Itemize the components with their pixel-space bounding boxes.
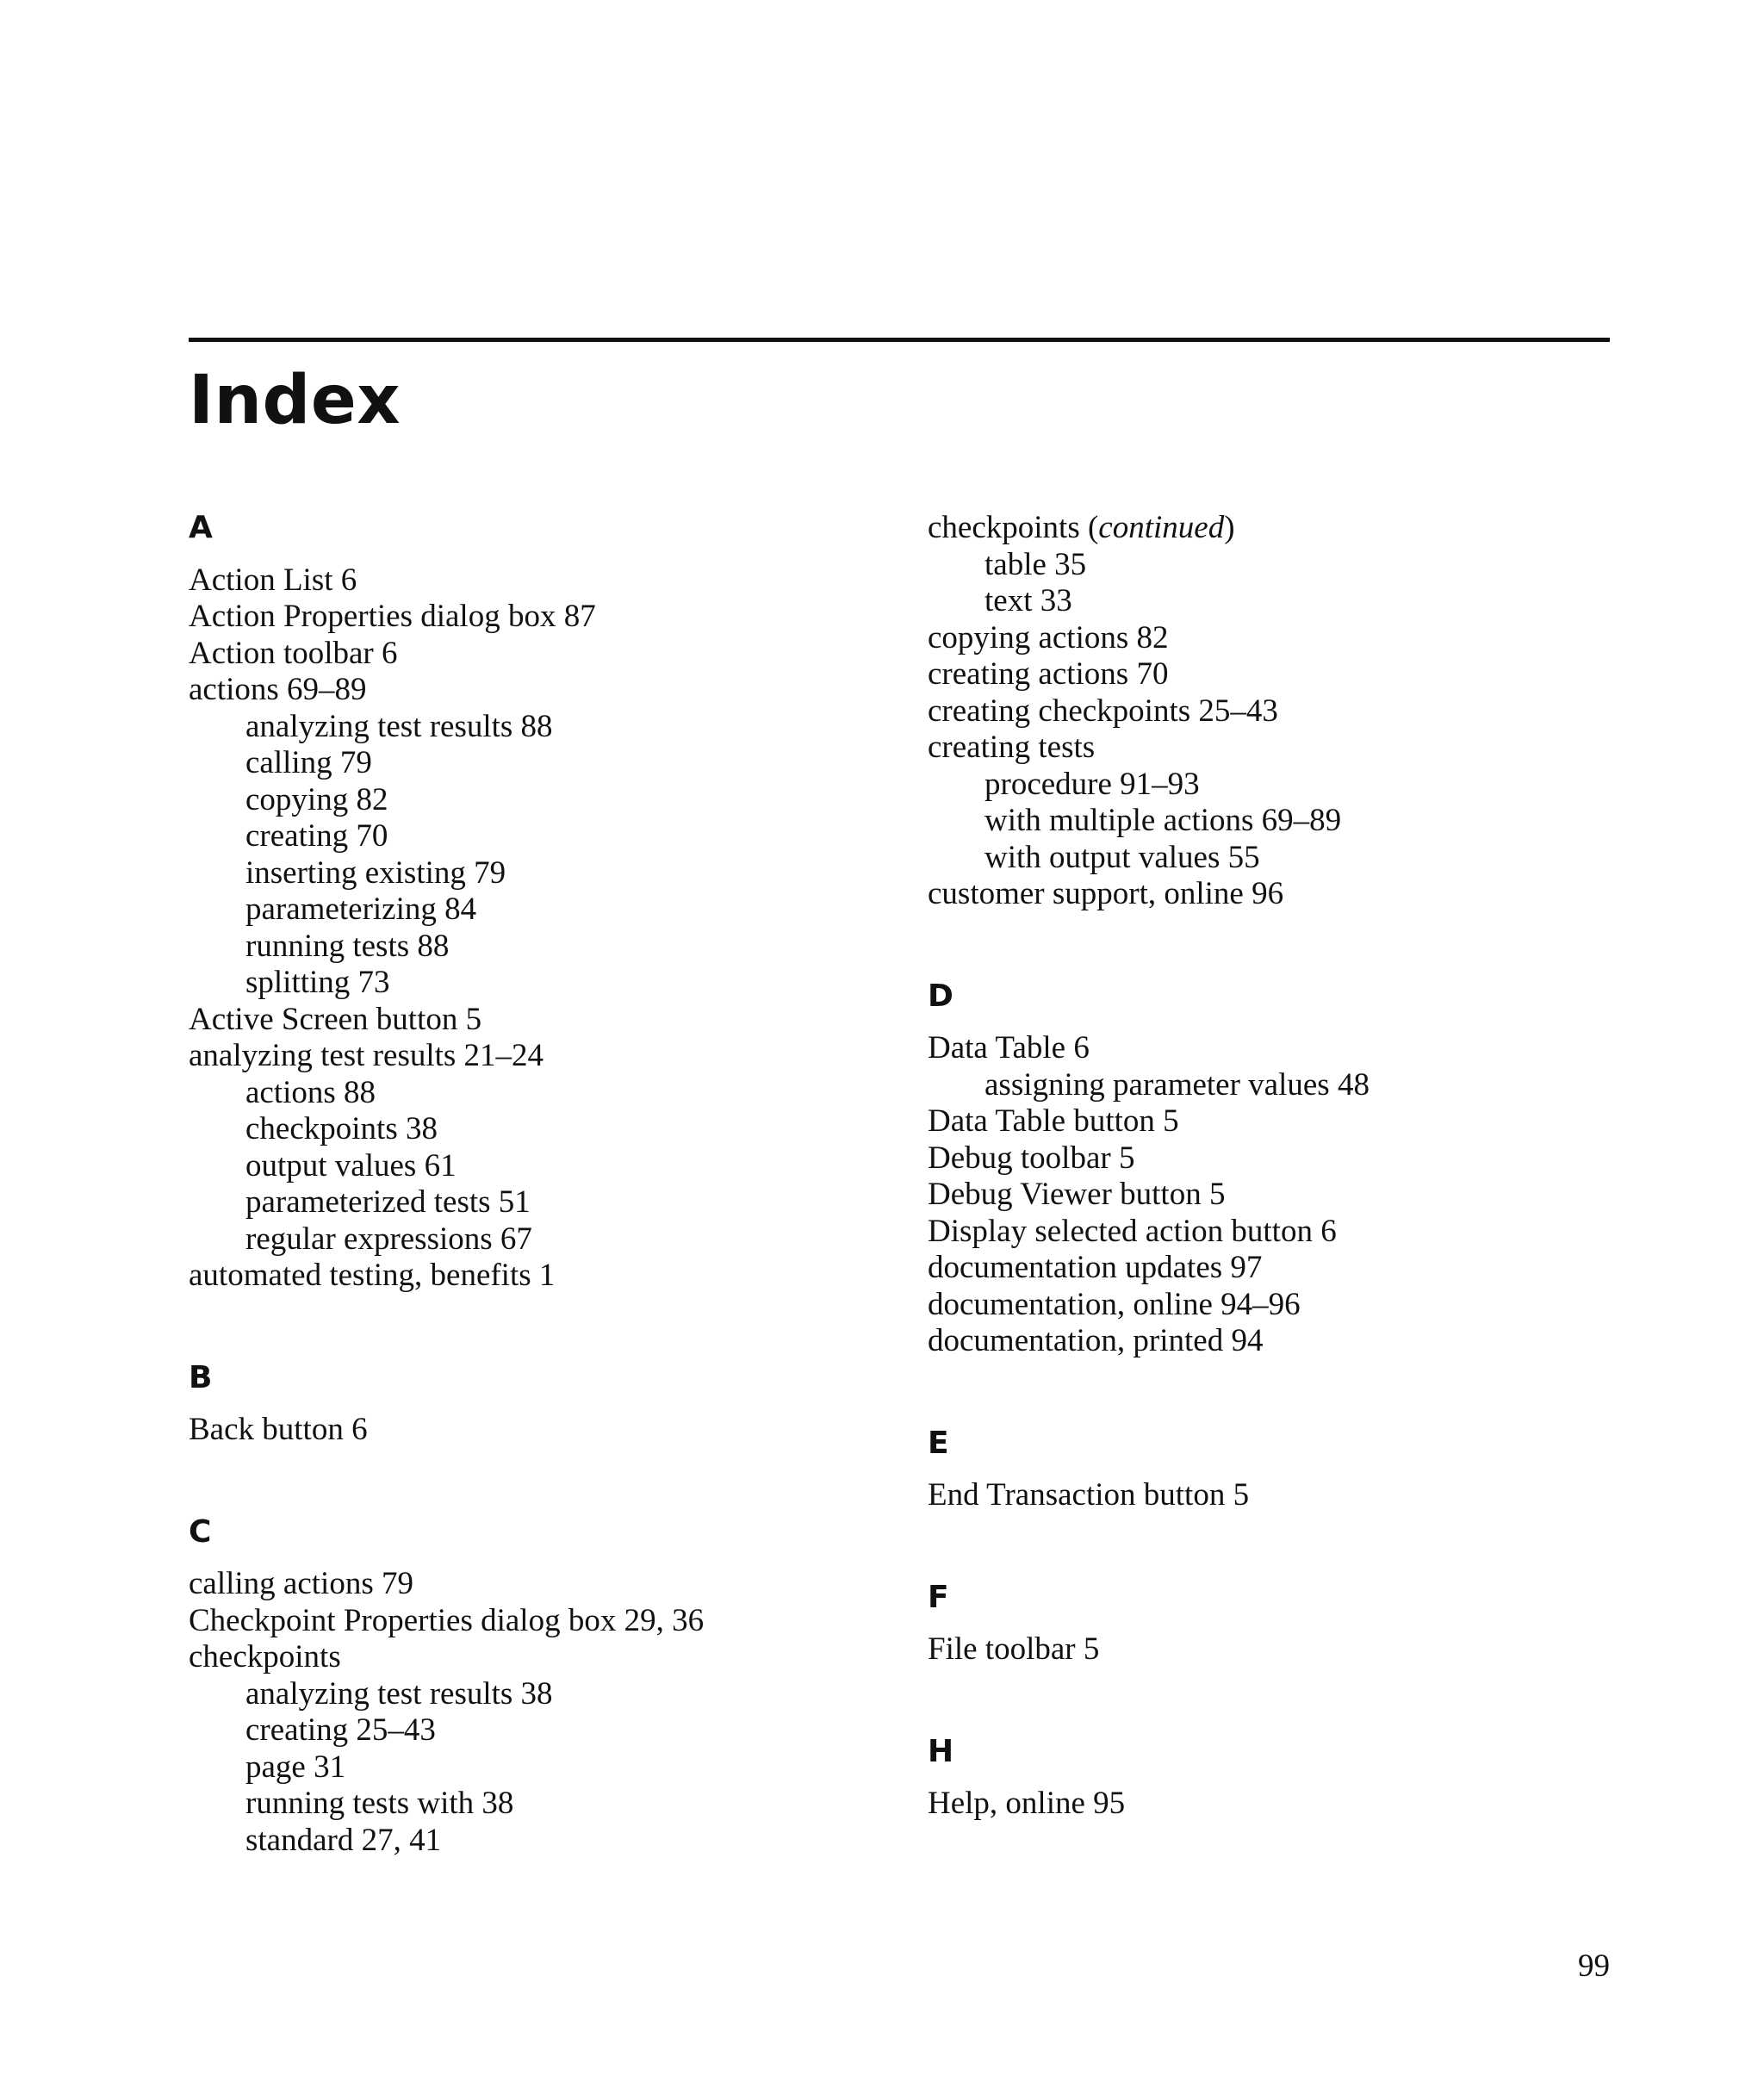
page-title: Index (189, 362, 401, 439)
index-subentry: checkpoints 38 (245, 1111, 438, 1146)
index-entry: calling actions 79 (189, 1566, 413, 1601)
index-entry: Checkpoint Properties dialog box 29, 36 (189, 1602, 705, 1638)
left-column (189, 510, 895, 1859)
index-entry: End Transaction button 5 (928, 1477, 1250, 1513)
index-entry: documentation, printed 94 (928, 1323, 1264, 1358)
index-entry: automated testing, benefits 1 (189, 1258, 556, 1293)
index-entry: actions 69–89 (189, 672, 367, 707)
index-subentry: text 33 (984, 583, 1072, 618)
index-entry: customer support, online 96 (928, 876, 1284, 911)
index-entry: creating tests (928, 730, 1096, 765)
section-letter-c: C (189, 1513, 212, 1550)
index-subentry: page 31 (245, 1749, 346, 1785)
index-subentry: creating 70 (245, 818, 388, 854)
index-subentry: parameterized tests 51 (245, 1184, 531, 1220)
header-rule (189, 338, 1610, 342)
index-subentry: creating 25–43 (245, 1712, 436, 1748)
index-subentry: procedure 91–93 (984, 766, 1200, 802)
index-entry: documentation, online 94–96 (928, 1286, 1301, 1322)
index-subentry: calling 79 (245, 745, 372, 780)
index-subentry: actions 88 (245, 1074, 376, 1110)
section-letter-b: B (189, 1359, 213, 1395)
index-entry: creating actions 70 (928, 656, 1169, 692)
index-entry: checkpoints (189, 1639, 341, 1674)
index-entry: Help, online 95 (928, 1786, 1126, 1821)
index-subentry: table 35 (984, 546, 1087, 582)
index-subentry: regular expressions 67 (245, 1221, 532, 1257)
index-subentry: assigning parameter values 48 (984, 1066, 1370, 1103)
index-subentry: parameterizing 84 (245, 892, 477, 927)
index-entry-continued (928, 510, 1634, 547)
index-entry: Action List 6 (189, 562, 357, 598)
index-subentry: standard 27, 41 (245, 1822, 442, 1858)
index-entry: Back button 6 (189, 1412, 368, 1447)
index-subentry: inserting existing 79 (245, 854, 506, 891)
index-entry: Active Screen button 5 (189, 1001, 482, 1037)
index-subentry: copying 82 (245, 781, 388, 817)
index-subentry: output values 61 (245, 1147, 457, 1184)
index-entry: Action Properties dialog box 87 (189, 599, 596, 634)
right-column (928, 510, 1634, 1823)
section-letter-d: D (928, 978, 953, 1014)
index-subentry: analyzing test results 38 (245, 1675, 553, 1712)
index-subentry: with output values 55 (984, 839, 1260, 875)
index-subentry: analyzing test results 88 (245, 708, 553, 744)
index-entry: creating checkpoints 25–43 (928, 693, 1278, 729)
index-subentry: splitting 73 (245, 965, 390, 1000)
continued-label: continued (1098, 510, 1225, 545)
section-letter-e: E (928, 1425, 949, 1461)
index-entry: Data Table 6 (928, 1030, 1090, 1066)
index-entry: Data Table button 5 (928, 1103, 1179, 1139)
section-letter-h: H (928, 1733, 954, 1769)
index-entry: copying actions 82 (928, 619, 1169, 655)
index-entry: documentation updates 97 (928, 1250, 1263, 1285)
index-entry: analyzing test results 21–24 (189, 1038, 544, 1073)
continued-heading-close: ) (1224, 510, 1235, 545)
index-subentry: running tests 88 (245, 928, 450, 964)
continued-heading-main: checkpoints ( (928, 510, 1099, 545)
index-entry: Debug toolbar 5 (928, 1140, 1135, 1176)
index-entry: Action toolbar 6 (189, 635, 398, 671)
section-letter-f: F (928, 1579, 949, 1615)
index-entry: Debug Viewer button 5 (928, 1177, 1226, 1212)
index-subentry: with multiple actions 69–89 (984, 803, 1342, 838)
index-subentry: running tests with 38 (245, 1786, 514, 1821)
index-entry: File toolbar 5 (928, 1631, 1100, 1667)
index-entry: Display selected action button 6 (928, 1213, 1337, 1249)
section-letter-a: A (189, 510, 213, 545)
page-number: 99 (1578, 1948, 1610, 1984)
